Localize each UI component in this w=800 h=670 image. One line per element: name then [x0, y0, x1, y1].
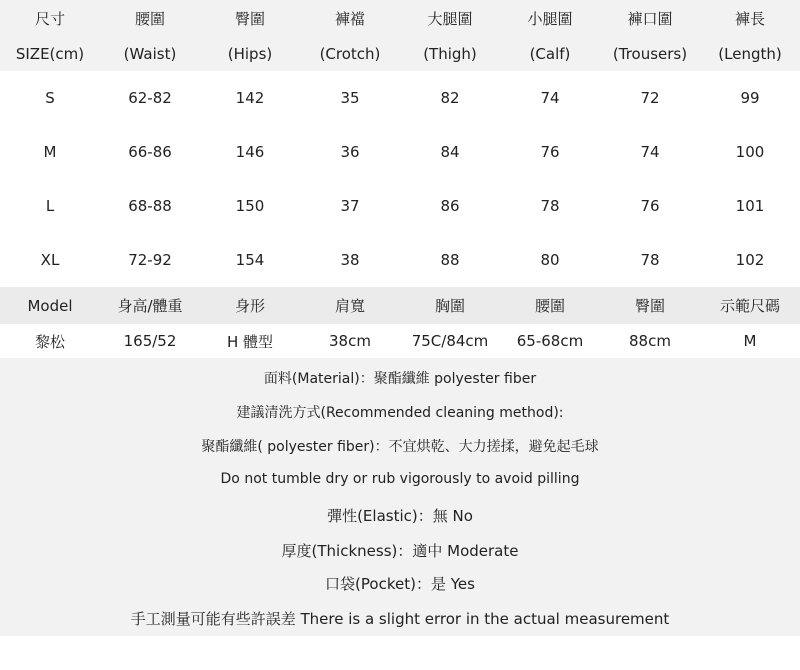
table-cell: 102: [735, 251, 765, 269]
header-waist-zh: 腰圍: [134, 9, 165, 28]
table-cell: 88cm: [629, 332, 671, 350]
header-hips-en: (Hips): [227, 44, 273, 63]
header-thigh-en: (Thigh): [423, 44, 477, 63]
table-cell: 62-82: [128, 89, 172, 107]
table-cell: 150: [235, 197, 265, 215]
model-table-row: [0, 324, 800, 358]
table-cell: 72-92: [128, 251, 172, 269]
header-demo-size: 示範尺碼: [719, 297, 780, 315]
header-calf-en: (Calf): [529, 44, 571, 63]
table-cell: 74: [540, 89, 560, 107]
header-chest: 胸圍: [434, 297, 465, 315]
table-cell: 101: [735, 197, 765, 215]
header-calf-zh: 小腿圍: [527, 9, 573, 28]
cleaning-zh: 聚酯纖維( polyester fiber)：不宜烘乾、大力搓揉，避免起毛球: [201, 439, 599, 455]
table-cell: H 體型: [226, 332, 274, 351]
header-trousers-zh: 褲口圍: [627, 9, 673, 28]
header-model: Model: [27, 296, 73, 315]
table-cell: 68-88: [128, 197, 172, 215]
header-body-shape: 身形: [234, 297, 265, 315]
table-cell: 66-86: [128, 143, 172, 161]
size-row-xl: [0, 233, 800, 287]
table-cell: 100: [735, 143, 765, 161]
table-cell: 38cm: [329, 332, 371, 350]
size-row-m: [0, 125, 800, 179]
table-cell: 35: [340, 89, 360, 107]
header-waist: 腰圍: [534, 297, 565, 315]
table-cell: 65-68cm: [516, 332, 584, 350]
table-cell: 37: [340, 197, 360, 215]
table-cell: 76: [640, 197, 660, 215]
table-cell: 78: [640, 251, 660, 269]
header-size-zh: 尺寸: [34, 9, 65, 28]
header-length-zh: 褲長: [734, 9, 765, 28]
table-cell: M: [743, 332, 757, 350]
header-size-en: SIZE(cm): [15, 44, 85, 63]
material-note: 面料(Material)：聚酯纖維 polyester fiber: [263, 371, 537, 387]
cleaning-en: Do not tumble dry or rub vigorously to avoid pilling: [220, 471, 580, 487]
table-cell: 84: [440, 143, 460, 161]
header-trousers-en: (Trousers): [612, 44, 688, 63]
table-cell: XL: [40, 251, 60, 269]
table-cell: 75C/84cm: [411, 332, 489, 350]
header-thigh-zh: 大腿圍: [427, 9, 473, 28]
table-cell: 146: [235, 143, 265, 161]
table-cell: 76: [540, 143, 560, 161]
product-notes: [0, 358, 800, 636]
table-cell: 88: [440, 251, 460, 269]
table-cell: 72: [640, 89, 660, 107]
table-cell: 38: [340, 251, 360, 269]
table-cell: 99: [740, 89, 760, 107]
size-row-s: [0, 71, 800, 125]
table-cell: 86: [440, 197, 460, 215]
table-cell: 154: [235, 251, 265, 269]
cleaning-title: 建議清洗方式(Recommended cleaning method):: [236, 405, 564, 421]
header-hips-zh: 臀圍: [234, 9, 265, 28]
header-crotch-en: (Crotch): [319, 44, 381, 63]
table-cell: S: [45, 89, 55, 107]
table-cell: 黎松: [34, 332, 65, 351]
table-cell: 165/52: [123, 332, 177, 350]
model-table-header: [0, 287, 800, 324]
header-waist-en: (Waist): [123, 44, 177, 63]
table-cell: M: [43, 143, 57, 161]
header-length-en: (Length): [718, 44, 782, 63]
size-row-l: [0, 179, 800, 233]
header-height-weight: 身高/體重: [117, 297, 183, 315]
table-cell: 78: [540, 197, 560, 215]
thickness-note: 厚度(Thickness)：適中 Moderate: [281, 542, 519, 560]
pocket-note: 口袋(Pocket)：是 Yes: [325, 575, 475, 593]
size-table-header-zh: [0, 0, 800, 36]
table-cell: L: [45, 197, 55, 215]
table-cell: 80: [540, 251, 560, 269]
header-crotch-zh: 褲襠: [334, 9, 365, 28]
table-cell: 36: [340, 143, 360, 161]
header-shoulder: 肩寬: [334, 297, 365, 315]
measurement-error-note: 手工測量可能有些許誤差 There is a slight error in the actual measurement: [130, 610, 670, 628]
table-cell: 142: [235, 89, 265, 107]
size-table-header-en: [0, 36, 800, 71]
table-cell: 74: [640, 143, 660, 161]
header-hips: 臀圍: [634, 297, 665, 315]
table-cell: 82: [440, 89, 460, 107]
elastic-note: 彈性(Elastic)：無 No: [327, 507, 473, 525]
